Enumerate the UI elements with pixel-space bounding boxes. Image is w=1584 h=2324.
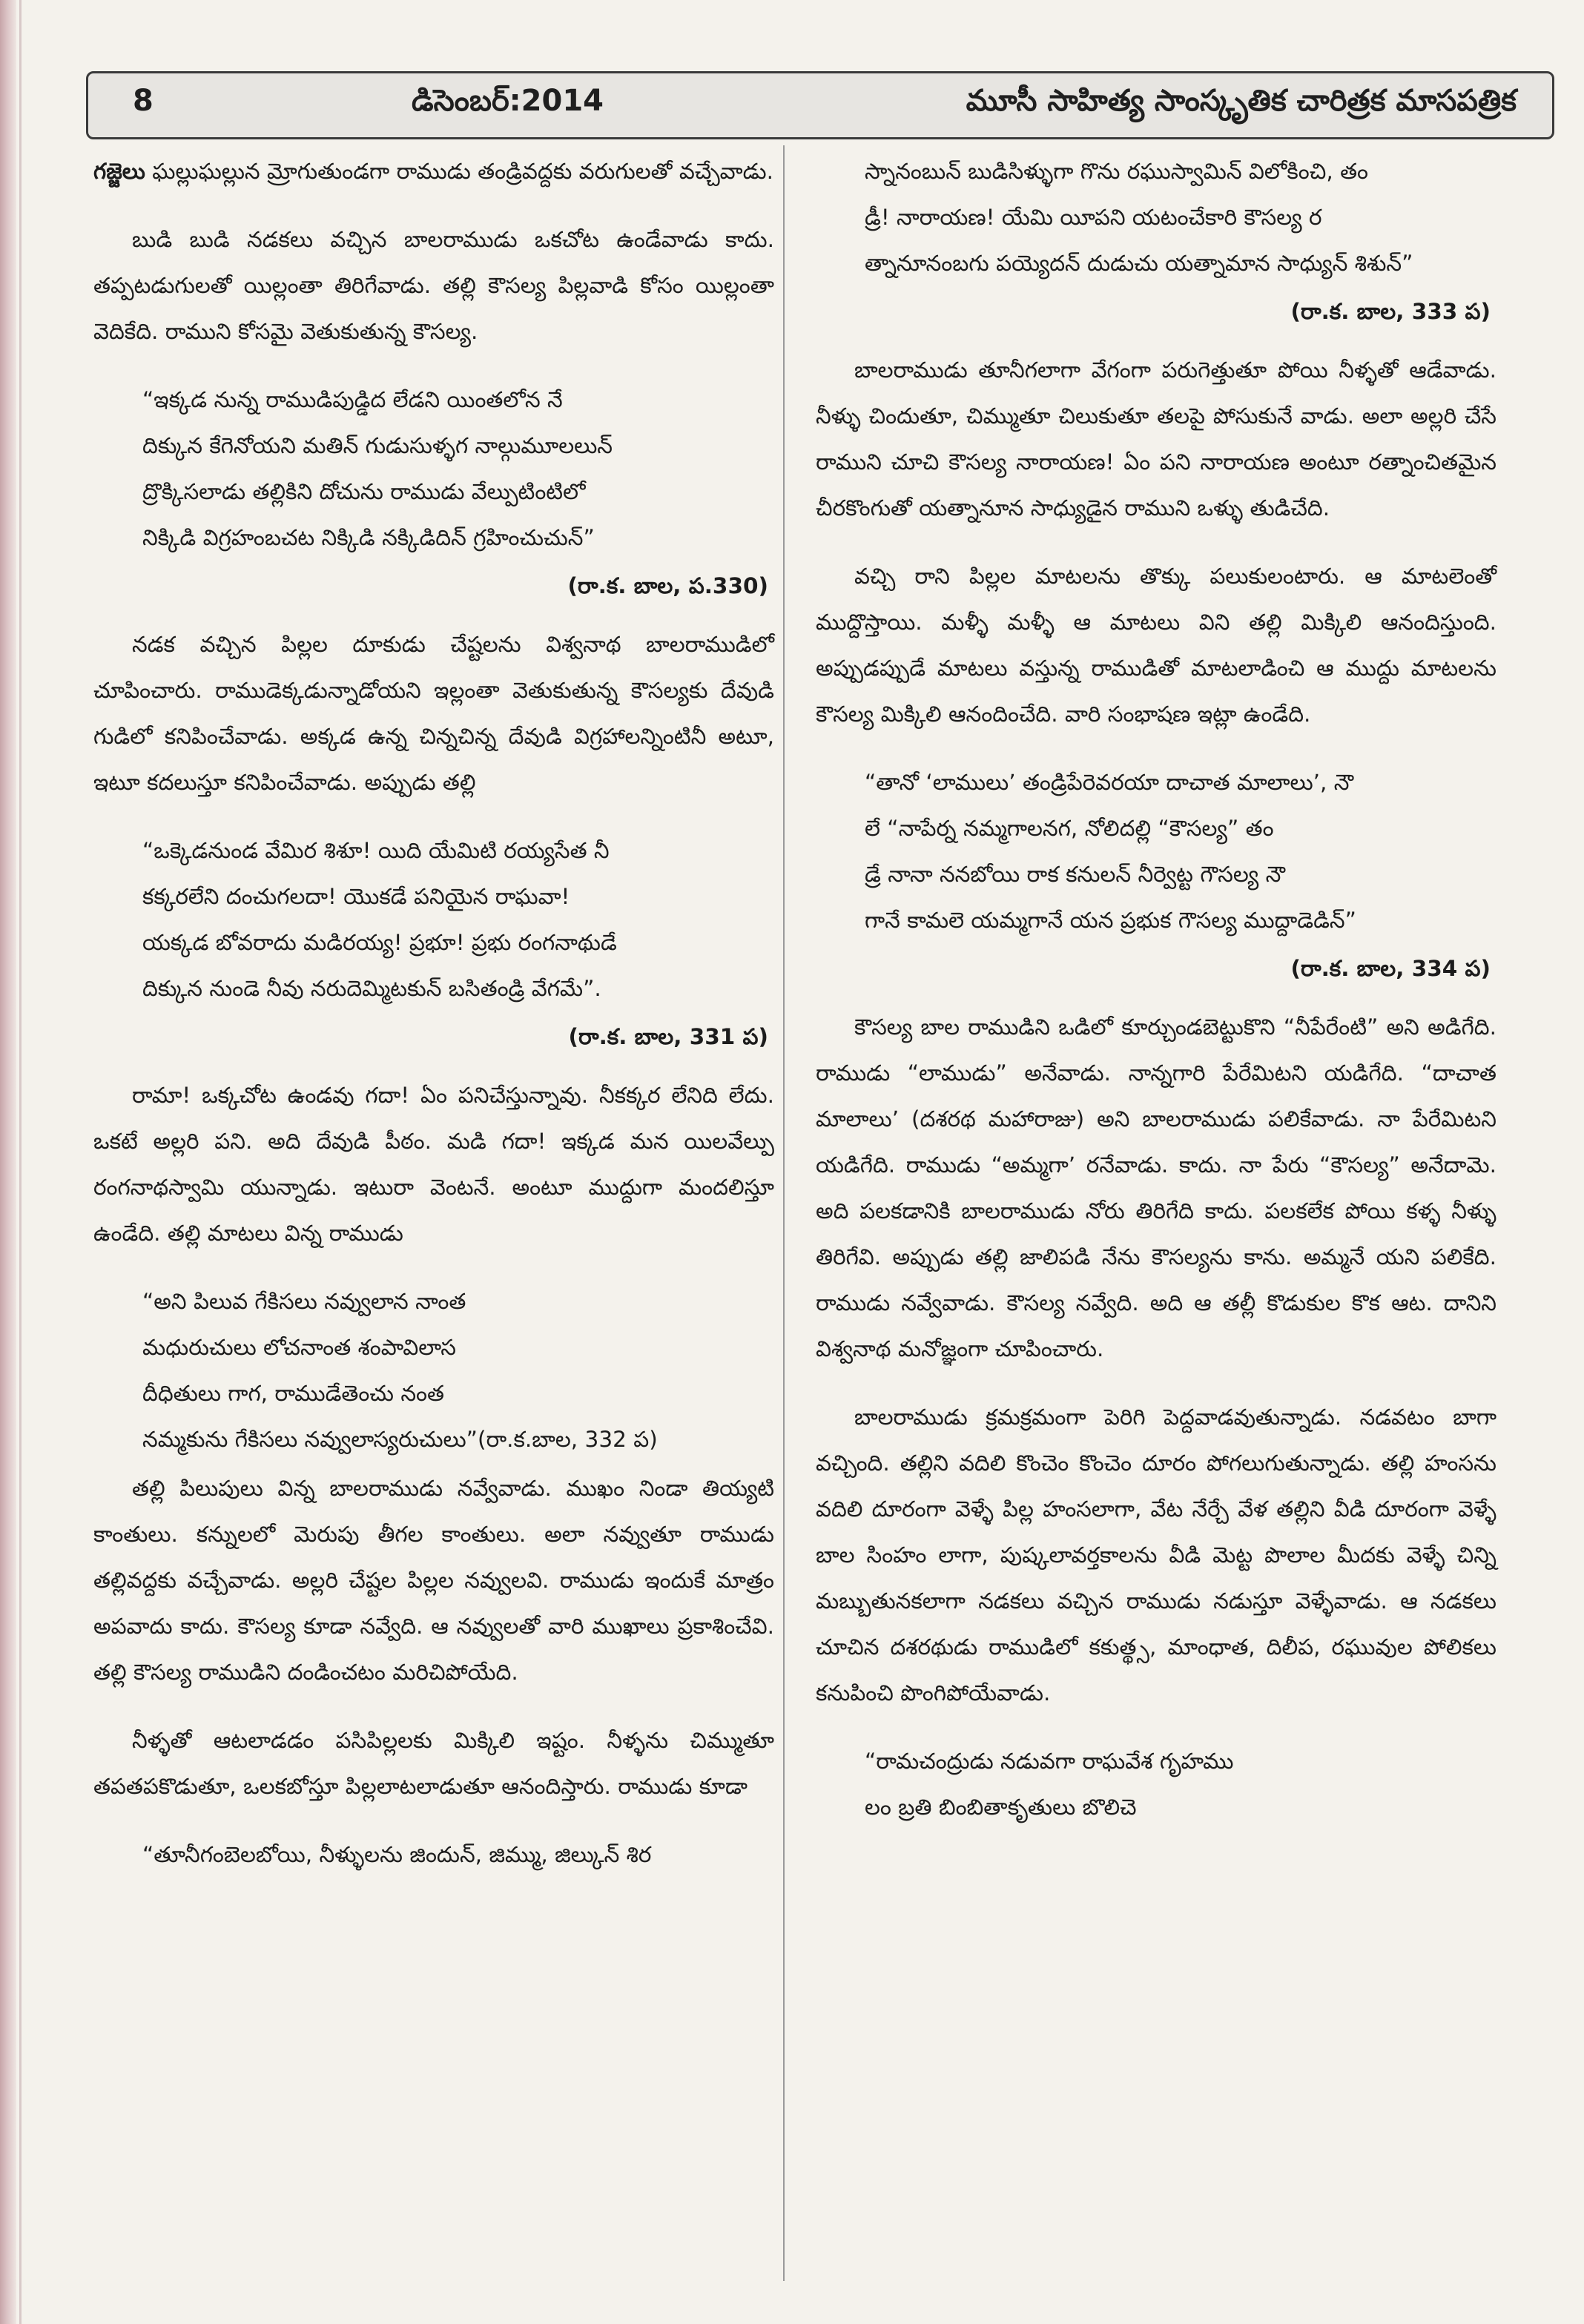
paragraph: కౌసల్య బాల రాముడిని ఒడిలో కూర్చుండబెట్టుకొని “నీపేరేంటి” అని అడిగేది. రాముడు “లాముడు” అనేవాడు. నాన్నగారి పేరేమిటని యడిగేది. “దాచాత మాలాలు’ (దశరథ మహారాజు) అని బాలరాముడు పలికేవాడు. నా పేరేమిటని యడిగేది. రాముడు “అమ్మగా’ రనేవాడు. కాదు. నా పేరు “కౌసల్య” అనేదామె. అది పలకడానికి బాలరాముడు నోరు తిరిగేది కాదు. పలకలేక పోయి కళ్ళ నీళ్ళు తిరిగేవి. అప్పుడు తల్లి జాలిపడి నేను కౌసల్యను కాను. అమ్మనే యని పలికేది. రాముడు నవ్వేవాడు. కౌసల్య నవ్వేది. అది ఆ తల్లీ కొడుకుల కొక ఆట. దానిని విశ్వనాథ మనోజ్ఞంగా చూపించారు. — [816, 1014, 1496, 1361]
verse-line: “ఇక్కడ నున్న రాముడిపుడ్డిద లేడని యింతలోన నే — [142, 387, 563, 412]
verse-line: నమ్మకును గేకిసలు నవ్వులాస్యరుచులు”(రా.క.బాల, 332 ప) — [142, 1427, 658, 1452]
verse-line: ద్రొక్కిసలాడు తల్లికిని దోచును రాముడు వేల్పుటింటిలో — [142, 479, 586, 504]
paragraph: నడక వచ్చిన పిల్లల దూకుడు చేష్టలను విశ్వనాథ బాలరాముడిలో చూపించారు. రాముడెక్కడున్నాడోయని ఇల్లంతా వెతుకుతున్న కౌసల్యకు దేవుడి గుడిలో కనిపించేవాడు. అక్కడ ఉన్న చిన్నచిన్న దేవుడి విగ్రహాలన్నింటినీ అటూ, ఇటూ కదలుస్తూ కనిపించేవాడు. అప్పుడు తల్లి — [93, 632, 774, 795]
verse-line: “తానో ‘లాములు’ తండ్రిపేరెవరయా దాచాత మాలాలు’, నౌ — [865, 770, 1354, 795]
intro-bold-word: గజ్జెలు — [93, 159, 145, 184]
verse-line: యక్కడ బోవరాదు మడిరయ్య! ప్రభూ! ప్రభు రంగనాథుడే — [142, 930, 617, 955]
right-column — [816, 148, 1496, 2291]
paragraph: బాలరాముడు తూనీగలాగా వేగంగా పరుగెత్తుతూ పోయి నీళ్ళతో ఆడేవాడు. నీళ్ళు చిందుతూ, చిమ్ముతూ చిలుకుతూ తలపై పోసుకునే వాడు. అలా అల్లరి చేసే రాముని చూచి కౌసల్య నారాయణ! ఏం పని నారాయణ అంటూ రత్నాంచితమైన చీరకొంగుతో యత్నానూన సాధ్యుడైన రాముని ఒళ్ళు తుడిచేది. — [816, 357, 1496, 521]
verse-block — [816, 148, 1496, 286]
paragraph: రామా! ఒక్కచోట ఉండవు గదా! ఏం పనిచేస్తున్నావు. నీకక్కర లేనిది లేదు. ఒకటే అల్లరి పని. అది దేవుడి పీఠం. మడి గదా! ఇక్కడ మన యిలవేల్పు రంగనాథస్వామి యున్నాడు. ఇటురా వెంటనే. అంటూ ముద్దుగా మందలిస్తూ ఉండేది. తల్లి మాటలు విన్న రాముడు — [93, 1083, 774, 1246]
verse-block — [93, 828, 774, 1011]
left-column — [93, 148, 774, 2291]
citation: (రా.క. బాల, ప.330) — [567, 573, 768, 598]
verse-block — [816, 1738, 1496, 1830]
paragraph — [93, 148, 774, 194]
verse-block — [93, 1832, 774, 1878]
verse-line: కక్కరలేని దంచుగలదా! యొకడే పనియైన రాఘవా! — [142, 884, 570, 909]
verse-block — [816, 759, 1496, 943]
citation: (రా.క. బాల, 333 ప) — [1290, 299, 1491, 324]
verse-line: మధురుచులు లోచనాంత శంపావిలాస — [142, 1335, 456, 1360]
verse-line: డ్రీ! నారాయణ! యేమి యీపని యటంచేకారి కౌసల్య ర — [865, 205, 1322, 230]
verse-line: గానే కామలె యమ్మగానే యన ప్రభుక గౌసల్య ముద్దాడెడిన్” — [865, 908, 1356, 933]
column-divider — [783, 145, 785, 2281]
verse-line: దిక్కున నుండె నీవు నరుదెమ్మిటకున్ బసితండ్రి వేగమే”. — [142, 976, 601, 1001]
issue-date: డిసెంబర్:2014 — [412, 84, 604, 118]
verse-line: నిక్కిడి విగ్రహంబచట నిక్కిడి నక్కిడిదిన్ గ్రహించుచున్” — [142, 525, 595, 550]
verse-line: “అని పిలువ గేకిసలు నవ్వులాన నాంత — [142, 1289, 466, 1314]
page-edge-left — [0, 0, 16, 2324]
citation: (రా.క. బాల, 331 ప) — [568, 1024, 768, 1049]
verse-line: త్నానూనంబగు పయ్యెదన్ దుడుచు యత్నామాన సాధ్యున్ శిశున్” — [865, 251, 1413, 276]
page-number: 8 — [133, 84, 154, 118]
page-header-banner — [86, 71, 1554, 139]
paragraph: నీళ్ళతో ఆటలాడడం పసిపిల్లలకు మిక్కిలి ఇష్టం. నీళ్ళను చిమ్ముతూ తపతపకొడుతూ, ఒలకబోస్తూ పిల్లలాటలాడుతూ ఆనందిస్తారు. రాముడు కూడా — [93, 1728, 774, 1799]
verse-line: “రామచంద్రుడు నడువగా రాఘవేశ గృహము — [865, 1749, 1234, 1774]
paragraph: బుడి బుడి నడకలు వచ్చిన బాలరాముడు ఒకచోట ఉండేవాడు కాదు. తప్పటడుగులతో యిల్లంతా తిరిగేవాడు. తల్లి కౌసల్య పిల్లవాడి కోసం యిల్లంతా వెదికేది. రాముని కోసమై వెతుకుతున్న కౌసల్య. — [93, 227, 774, 344]
paragraph: వచ్చి రాని పిల్లల మాటలను తొక్కు పలుకులంటారు. ఆ మాటలెంతో ముద్దొస్తాయి. మళ్ళీ మళ్ళీ ఆ మాటలు విని తల్లి మిక్కిలి ఆనందిస్తుంది. అప్పుడప్పుడే మాటలు వస్తున్న రాముడితో మాటలాడించి ఆ ముద్దు మాటలను కౌసల్య మిక్కిలి ఆనందించేది. వారి సంభాషణ ఇట్లా ఉండేది. — [816, 564, 1496, 727]
verse-line: “ఒక్కెడనుండ వేమిర శిశూ! యిది యేమిటి రయ్యసేత నీ — [142, 838, 610, 863]
citation: (రా.క. బాల, 334 ప) — [1290, 956, 1491, 981]
verse-line: డ్రే నానా ననబోయి రాక కనులన్ నీర్వెట్ట గౌసల్య నౌ — [865, 862, 1286, 887]
verse-line: లే “నాపేర్న నమ్మగాలనగ, నోలిదల్లి “కౌసల్య” తం — [865, 816, 1274, 841]
verse-line: స్నానంబున్ బుడిసిళ్ళుగా గొను రఘుస్వామిన్ విలోకించి, తం — [865, 159, 1369, 184]
verse-block — [93, 377, 774, 561]
verse-line: లం బ్రతి బింబితాకృతులు బొలిచె — [865, 1795, 1137, 1820]
verse-line: “తూనీగంబెలబోయి, నీళ్ళులను జిందున్, జిమ్ము, జిల్కున్ శిర — [142, 1842, 652, 1867]
intro-text: ఘల్లుఘల్లున మ్రోగుతుండగా రాముడు తండ్రివద్దకు వరుగులతో వచ్చేవాడు. — [145, 159, 774, 184]
page-edge-line — [19, 0, 22, 2324]
magazine-name: మూసీ సాహిత్య సాంస్కృతిక చారిత్రక మాసపత్రిక — [966, 84, 1517, 118]
verse-block — [93, 1278, 774, 1462]
paragraph: బాలరాముడు క్రమక్రమంగా పెరిగి పెద్దవాడవుతున్నాడు. నడవటం బాగా వచ్చింది. తల్లిని వదిలి కొంచెం కొంచెం దూరం పోగలుగుతున్నాడు. తల్లి హంసను వదిలి దూరంగా వెళ్ళే పిల్ల హంసలాగా, వేట నేర్చే వేళ తల్లిని వీడి దూరంగా వెళ్ళే బాల సింహం లాగా, పుష్కలావర్తకాలను వీడి మెట్ట పొలాల మీదకు వెళ్ళే చిన్ని మబ్బుతునకలాగా నడకలు వచ్చిన రాముడు నడుస్తూ వెళ్ళేవాడు. ఆ నడకలు చూచిన దశరథుడు రాముడిలో కకుత్థ్స, మాంధాత, దిలీప, రఘువుల పోలికలు కనుపించి పొంగిపోయేవాడు. — [816, 1404, 1496, 1706]
verse-line: దీధితులు గాగ, రాముడేతెంచు నంత — [142, 1381, 444, 1406]
verse-line: దిక్కున కేగెనోయని మతిన్ గుడుసుళ్ళగ నాల్గుమూలలున్ — [142, 433, 613, 458]
paragraph: తల్లి పిలుపులు విన్న బాలరాముడు నవ్వేవాడు. ముఖం నిండా తియ్యటి కాంతులు. కన్నులలో మెరుపు తీగల కాంతులు. అలా నవ్వుతూ రాముడు తల్లివద్దకు వచ్చేవాడు. అల్లరి చేష్టల పిల్లల నవ్వులవి. రాముడు ఇందుకే మాత్రం అపవాదు కాదు. కౌసల్య కూడా నవ్వేది. ఆ నవ్వులతో వారి ముఖాలు ప్రకాశించేవి. తల్లి కౌసల్య రాముడిని దండించటం మరిచిపోయేది. — [93, 1476, 774, 1685]
